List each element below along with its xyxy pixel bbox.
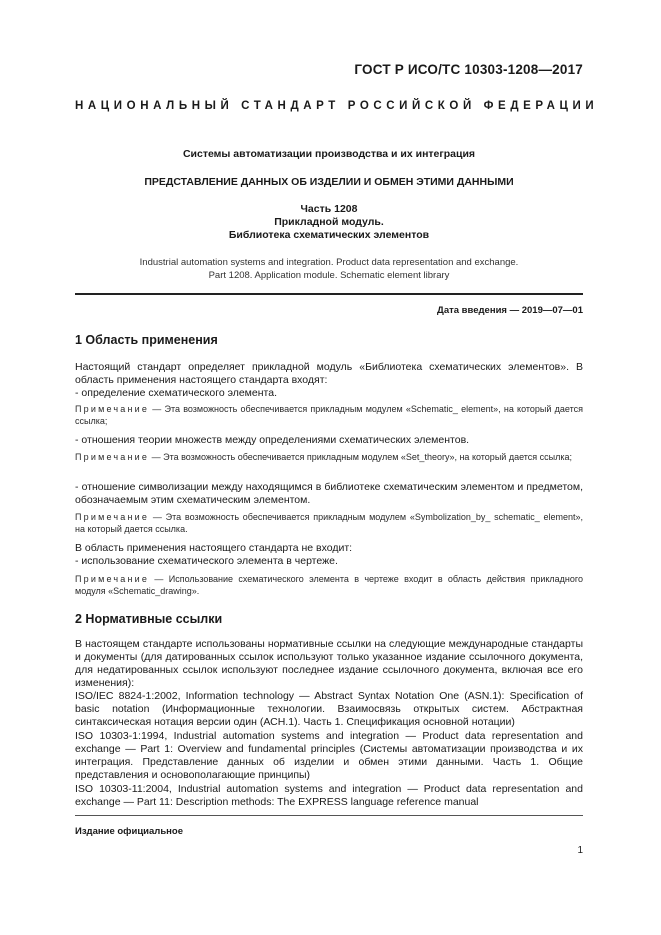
note-1-text: — Эта возможность обеспечивается прикладным модулем «Schematic_ element», на который дается ссылка; <box>75 404 583 426</box>
scope-item-3: - отношение символизации между находящимся в библиотеке схематическим элементом и предметом, обозначаемым этим схематическим элементом. <box>75 481 583 506</box>
note-1 <box>75 403 583 427</box>
note-3-text: — Эта возможность обеспечивается прикладным модулем «Symbolization_by_ schematic_ element», на который дается ссылка. <box>75 512 583 534</box>
title-divider <box>75 293 583 295</box>
title-part: Часть 1208 <box>300 203 358 215</box>
note-2-label: Примечание <box>75 452 150 462</box>
note-4 <box>75 573 583 597</box>
section-1-heading: 1 Область применения <box>75 333 218 347</box>
excluded-item: - использование схематического элемента в чертеже. <box>75 555 338 567</box>
english-title <box>75 256 583 282</box>
english-title-line-2: Part 1208. Application module. Schematic element library <box>208 270 450 281</box>
page-number: 1 <box>577 845 583 856</box>
section-1-p1-text: Настоящий стандарт определяет прикладной модуль «Библиотека схематических элементов». В область применения настоящего стандарта входят: <box>75 361 583 386</box>
title-part-block <box>75 203 583 242</box>
reference-iso-iec-8824-1: ISO/IEC 8824-1:2002, Information technology — Abstract Syntax Notation One (ASN.1): Specification of basic notation (Информационные технологии. Взаимосвязь открытых систем. Абстрактная синтаксическая нотация версии один (АСН.1). Часть 1. Спецификация основной нотации) <box>75 690 583 728</box>
footer-divider <box>75 815 583 816</box>
introduction-date: Дата введения — 2019—07—01 <box>437 305 583 316</box>
title-module: Прикладной модуль. <box>274 216 384 228</box>
section-1-paragraph <box>75 361 583 387</box>
note-4-text: — Использование схематического элемента в чертеже входит в область действия прикладного модуля «Schematic_drawing». <box>75 574 583 596</box>
document-code: ГОСТ Р ИСО/ТС 10303-1208—2017 <box>354 62 583 77</box>
official-edition-label: Издание официальное <box>75 826 183 837</box>
reference-iso-10303-1: ISO 10303-1:1994, Industrial automation systems and integration — Product data representation and exchange — Part 1: Overview and fundamental principles (Системы автоматизации производства и их интеграция. Представление данных об изделии и обмен этими данными. Часть 1. Общие представления и основополагающие принципы) <box>75 730 583 781</box>
note-3 <box>75 511 583 535</box>
title-main: ПРЕДСТАВЛЕНИЕ ДАННЫХ ОБ ИЗДЕЛИИ И ОБМЕН ЭТИМИ ДАННЫМИ <box>144 176 514 188</box>
title-series: Системы автоматизации производства и их интеграция <box>182 148 476 160</box>
english-title-line-1: Industrial automation systems and integration. Product data representation and exchange. <box>139 257 519 268</box>
note-2-text: — Эта возможность обеспечивается прикладным модулем «Set_theory», на который дается ссылка; <box>149 452 573 462</box>
note-3-label: Примечание <box>75 512 150 522</box>
scope-item-2: - отношения теории множеств между определениями схематических элементов. <box>75 434 470 446</box>
note-2 <box>75 451 583 463</box>
note-4-label: Примечание <box>75 574 150 584</box>
section-2-heading: 2 Нормативные ссылки <box>75 612 223 626</box>
note-1-label: Примечание <box>75 404 150 414</box>
section-2-paragraph: В настоящем стандарте использованы нормативные ссылки на следующие международные стандарты и документы (для датированных ссылок используют только указанное издание ссылочного документа, для недатированных ссылок используют последнее издание ссылочного документа, включая все его изменения): <box>75 638 583 689</box>
reference-iso-10303-11: ISO 10303-11:2004, Industrial automation systems and integration — Product data representation and exchange — Part 11: Description methods: The EXPRESS language reference manual <box>75 783 583 808</box>
scope-item-1: - определение схематического элемента. <box>75 387 277 399</box>
excluded-intro: В область применения настоящего стандарта не входит: <box>75 542 353 554</box>
national-standard-banner: НАЦИОНАЛЬНЫЙ СТАНДАРТ РОССИЙСКОЙ ФЕДЕРАЦИИ <box>75 100 599 112</box>
title-library: Библиотека схематических элементов <box>228 229 430 241</box>
